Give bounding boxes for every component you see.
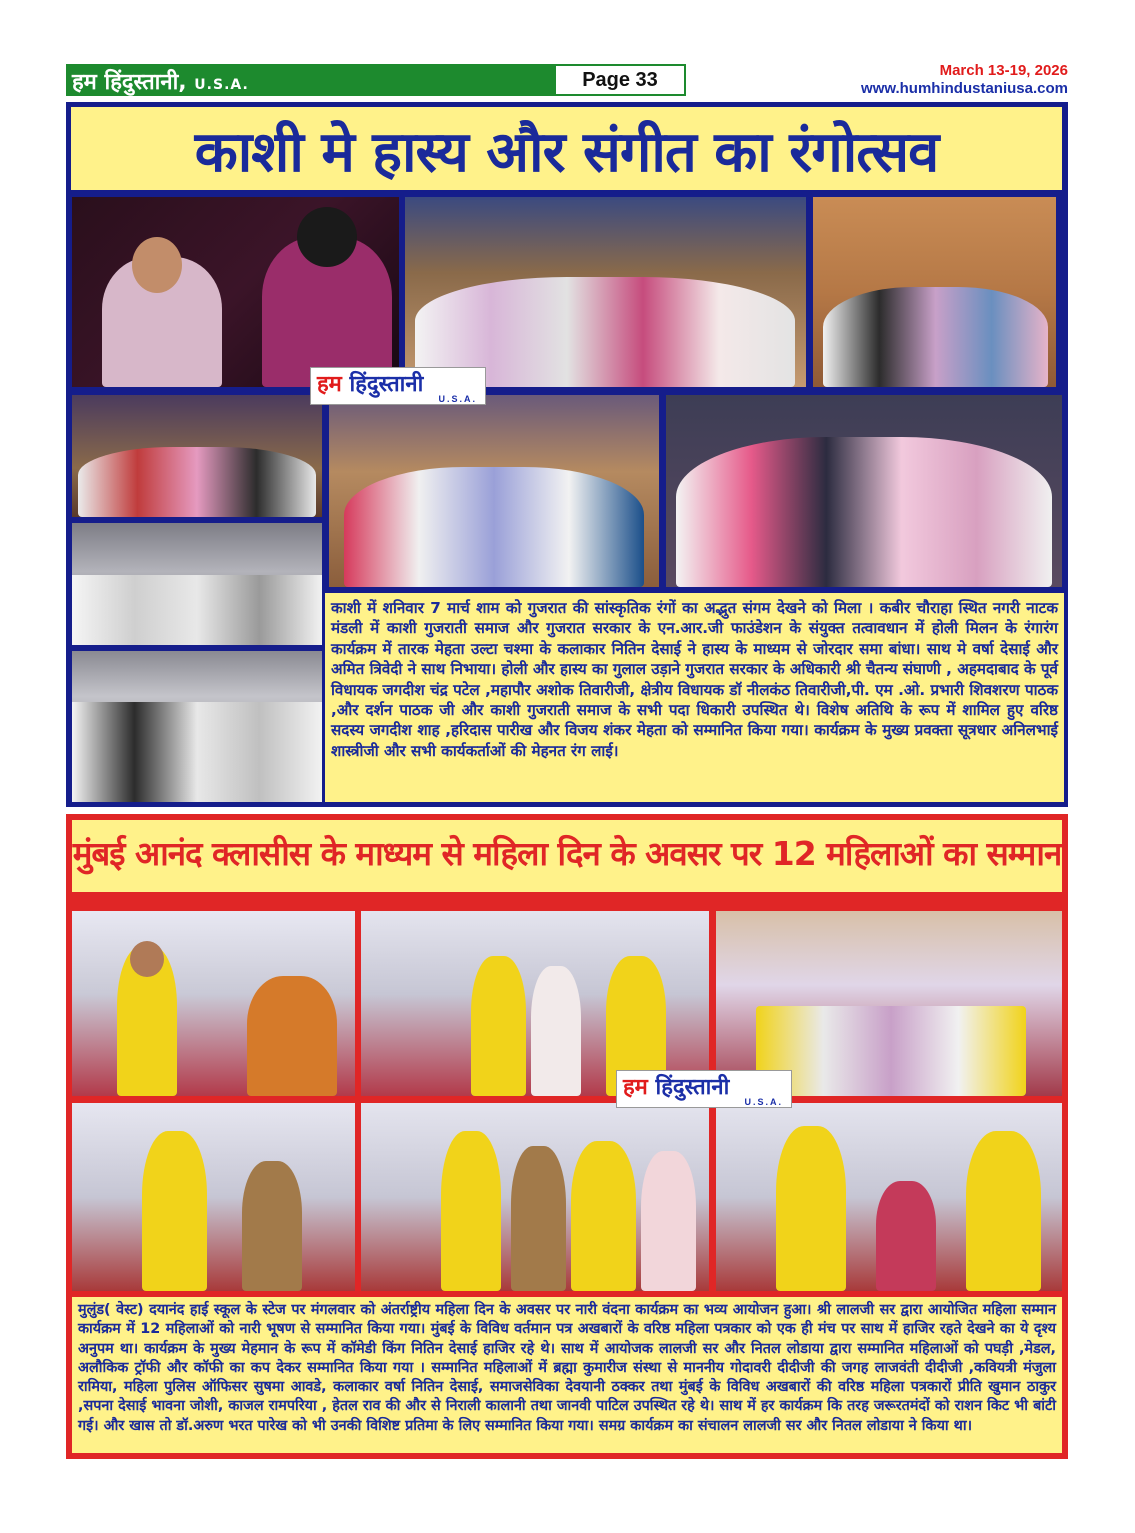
story2-headline: मुंबई आनंद क्लासीस के माध्यम से महिला दिन के अवसर पर 12 महिलाओं का सम्मान (72, 834, 1062, 873)
issue-date: March 13-19, 2026 (939, 62, 1068, 79)
story1-photo-audience-2 (72, 651, 322, 802)
story2-photo-honour-3 (716, 1103, 1062, 1291)
masthead-title: हम हिंदुस्तानी, (72, 70, 187, 95)
story2-photo-police (72, 1103, 355, 1291)
story2-body: मुलुंड( वेस्ट) दयानंद हाई स्कूल के स्टेज पर मंगलवार को अंतर्राष्ट्रीय महिला दिन के अवसर पर नारी वंदना कार्यक्रम का भव्य आयोजन हुआ। श्री लालजी सर द्वारा आयोजित महिला सम्मान कार्यक्रम में 12 महिलाओं को नारी भूषण से सम्मानित किया गया। मुंबई के विविध वर्तमान पत्र अखबारों के वरिष्ठ महिला पत्रकार को एक ही मंच पर साथ में हाजिर रहते देखने का ये दृश्य अनुपम था। कार्यक्रम के मुख्य मेहमान के रूप में कॉमेडी किंग नितिन देसाई हाजिर रहे थे। साथ में आयोजक लालजी सर और नितल लोडाया द्वारा सम्मानित महिलाओं को पघड़ी ,मेडल, अलौकिक ट्रॉफी और कॉफी का कप देकर सम्मानित किया गया । सम्मानित महिलाओं में ब्रह्मा कुमारीज संस्था से माननीय गोदावरी दीदीजी की जगह लाजवंती दीदीजी ,कवियत्री मंजुला रामिया, महिला पुलिस ऑफिसर सुषमा आवडे, कलाकार वर्षा नितिन देसाई, समाजसेविका देवयानी ठक्कर तथा मुंबई के विविध अखबारों की वरिष्ठ महिला पत्रकारों प्रीति खुमान ठाकुर ,सपना देसाई भावना जोशी, काजल रामपरिया , हेतल राव की और से निराली कालानी तथा जानवी पाटिल उपस्थित रहे थे। साथ में हर कार्यक्रम कि तरह जरूरतमंदों को राशन किट भी बांटी गई। और खास तो डॉ.अरुण भरत पारेख को भी उनकी विशिष्ट प्रतिमा के लिए सम्मानित किया गया। समग्र कार्यक्रम का संचालन लालजी सर और नितल लोडाया ने किया था। (78, 1302, 1056, 1434)
story2-text-box (72, 1297, 1062, 1453)
logo-word-hindustani: हिंदुस्तानी (655, 1075, 730, 1100)
masthead-usa: U.S.A. (194, 77, 249, 93)
publication-logo-1 (310, 367, 486, 405)
logo-usa: U.S.A. (438, 394, 477, 404)
page-number-tab (556, 64, 686, 96)
story2-photo-award-2 (361, 911, 709, 1096)
logo-word-hindustani: हिंदुस्तानी (349, 372, 424, 397)
story2-photo-honour-2 (361, 1103, 709, 1291)
story2-photo-award-1 (72, 911, 355, 1096)
story2-photo-panel (716, 911, 1062, 1096)
story1-photo-performers (72, 197, 399, 387)
story1-text-box (325, 593, 1064, 802)
page-number: Page 33 (582, 69, 658, 91)
story1-photo-group-stage (405, 197, 806, 387)
story1-photo-dignitaries (329, 395, 659, 587)
story1-photo-honour (666, 395, 1062, 587)
story1-headline: काशी मे हास्य और संगीत का रंगोत्सव (194, 120, 939, 185)
logo-usa: U.S.A. (744, 1097, 783, 1107)
logo-word-ham: हम (623, 1075, 656, 1100)
story1-photo-group-small (813, 197, 1056, 387)
story1-body: काशी में शनिवार 7 मार्च शाम को गुजरात की सांस्कृतिक रंगों का अद्भुत संगम देखने को मिला । कबीर चौराहा स्थित नगरी नाटक मंडली में काशी गुजराती समाज और गुजरात सरकार के एन.आर.जी फाउंडेशन के संयुक्त तत्वावधान में होली मिलन के रंगारंग कार्यक्रम में तारक मेहता उल्टा चश्मा के कलाकार नितिन देसाई ने हास्य के माध्यम से जोरदार समा बांधा। साथ मे वर्षा देसाई और अमित त्रिवेदी ने साथ निभाया। होली और हास्य का गुलाल उड़ाने गुजरात सरकार के अधिकारी श्री चैतन्य संघाणी , अहमदाबाद के पूर्व विधायक जगदीश चंद्र पटेल ,महापौर अशोक तिवारीजी, क्षेत्रीय विधायक डॉ नीलकंठ तिवारीजी,पी. एम .ओ. प्रभारी शिवशरण पाठक ,और दर्शन पाठक जी और काशी गुजराती समाज के सभी पदा धिकारी उपस्थित थे। विशेष अतिथि के रूप में शामिल हुए वरिष्ठ सदस्य जगदीश शाह ,हरिदास पारीख और विजय शंकर मेहता को सम्मानित किया गया। कार्यक्रम के मुख्य प्रवक्ता सूत्रधार अनिलभाई शास्त्रीजी और सभी कार्यकर्ताओं की मेहनत रंग लाई। (331, 599, 1058, 760)
publication-logo-2 (616, 1070, 792, 1108)
story1-photo-audience-1 (72, 523, 322, 645)
website-link[interactable]: www.humhindustaniusa.com (861, 80, 1068, 97)
story1-photo-lineup (72, 395, 322, 517)
logo-word-ham: हम (317, 372, 350, 397)
masthead-banner (66, 64, 556, 96)
